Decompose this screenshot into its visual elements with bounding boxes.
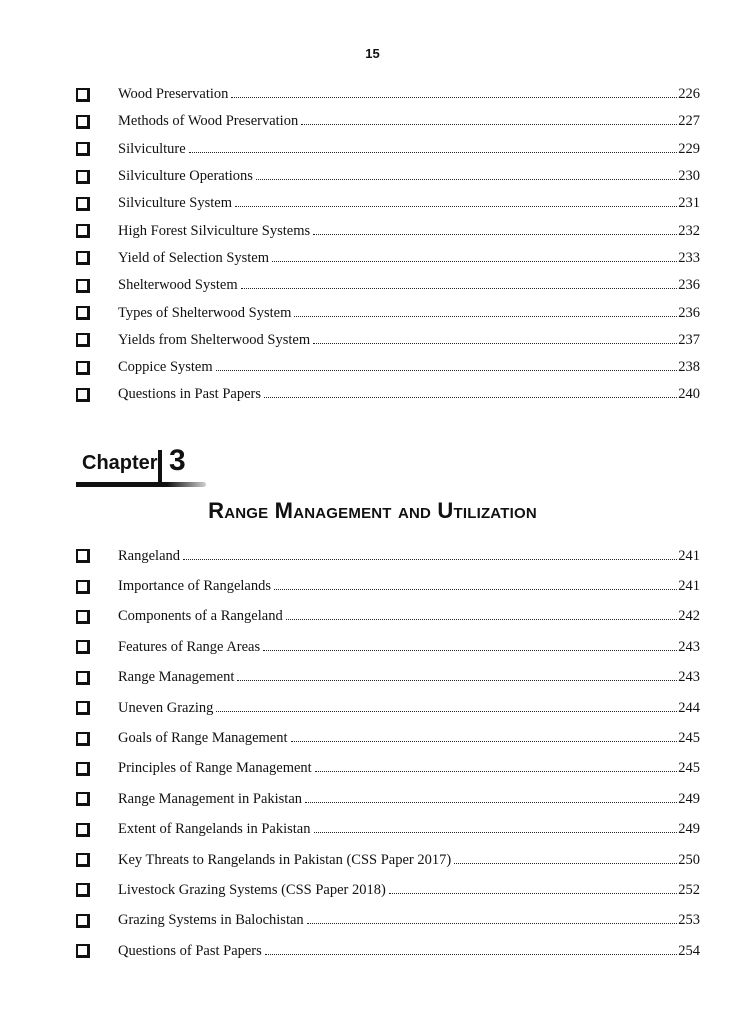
entry-page-number: 240 (678, 386, 700, 403)
entry-page-number: 227 (678, 113, 700, 130)
chapter-heading (76, 446, 196, 490)
page-number: 15 (365, 46, 380, 61)
entry-title: Shelterwood System (118, 277, 238, 294)
toc-entry[interactable] (0, 693, 745, 723)
toc-entry[interactable] (0, 163, 745, 190)
entry-page-number: 233 (678, 249, 700, 266)
chapter-title: Range Management and Utilization (208, 498, 537, 523)
checkbox-square-icon (76, 88, 90, 102)
checkbox-square-icon (76, 580, 90, 594)
dot-leader (235, 206, 677, 207)
entry-page-number: 241 (678, 547, 700, 564)
entry-page-number: 238 (678, 359, 700, 376)
entry-title: Range Management (118, 669, 235, 686)
entry-title: Features of Range Areas (118, 638, 261, 655)
entry-title: Silviculture (118, 140, 186, 157)
entry-page-number: 241 (678, 578, 700, 595)
checkbox-square-icon (76, 115, 90, 129)
dot-leader (216, 711, 677, 712)
toc-entry[interactable] (0, 541, 745, 571)
toc-entry[interactable] (0, 723, 745, 753)
toc-entry[interactable] (0, 190, 745, 217)
dot-leader (264, 397, 677, 398)
entry-page-number: 253 (678, 912, 700, 929)
dot-leader (241, 288, 678, 289)
dot-leader (274, 589, 677, 590)
entry-title: Types of Shelterwood System (118, 304, 292, 321)
checkbox-square-icon (76, 853, 90, 867)
checkbox-square-icon (76, 549, 90, 563)
toc-entry[interactable] (0, 327, 745, 354)
dot-leader (291, 741, 678, 742)
entry-page-number: 237 (678, 331, 700, 348)
checkbox-square-icon (76, 640, 90, 654)
checkbox-square-icon (76, 732, 90, 746)
entry-title: Range Management in Pakistan (118, 790, 303, 807)
entry-title: Methods of Wood Preservation (118, 113, 299, 130)
checkbox-square-icon (76, 279, 90, 293)
checkbox-square-icon (76, 914, 90, 928)
dot-leader (231, 97, 677, 98)
dot-leader (305, 802, 677, 803)
entry-title: Wood Preservation (118, 86, 229, 103)
toc-entry[interactable] (0, 754, 745, 784)
entry-title: Questions in Past Papers (118, 386, 261, 403)
toc-entry[interactable] (0, 632, 745, 662)
entry-page-number: 230 (678, 168, 700, 185)
dot-leader (313, 343, 677, 344)
checkbox-square-icon (76, 701, 90, 715)
chapter-label: Chapter (82, 452, 158, 474)
entry-title: Key Threats to Rangelands in Pakistan (CSS Paper 2017) (118, 851, 452, 868)
toc-entry[interactable] (0, 245, 745, 272)
entry-page-number: 242 (678, 608, 700, 625)
entry-title: Coppice System (118, 359, 213, 376)
checkbox-square-icon (76, 944, 90, 958)
dot-leader (307, 923, 678, 924)
entry-title: Importance of Rangelands (118, 578, 272, 595)
toc-entry[interactable] (0, 571, 745, 601)
entry-page-number: 229 (678, 140, 700, 157)
toc-entry[interactable] (0, 906, 745, 936)
dot-leader (389, 893, 677, 894)
toc-entry[interactable] (0, 875, 745, 905)
chapter-number: 3 (169, 444, 186, 477)
dot-leader (301, 124, 677, 125)
toc-entry[interactable] (0, 784, 745, 814)
entry-page-number: 245 (678, 760, 700, 777)
entry-title: Silviculture System (118, 195, 232, 212)
dot-leader (256, 179, 677, 180)
chapter-divider-bar (158, 450, 162, 484)
entry-title: Livestock Grazing Systems (CSS Paper 2018) (118, 881, 386, 898)
entry-page-number: 243 (678, 669, 700, 686)
toc-entry[interactable] (0, 663, 745, 693)
toc-entry[interactable] (0, 108, 745, 135)
checkbox-square-icon (76, 333, 90, 347)
checkbox-square-icon (76, 388, 90, 402)
checkbox-square-icon (76, 197, 90, 211)
toc-entry[interactable] (0, 845, 745, 875)
toc-entry[interactable] (0, 217, 745, 244)
checkbox-square-icon (76, 671, 90, 685)
dot-leader (314, 832, 678, 833)
toc-entry[interactable] (0, 272, 745, 299)
dot-leader (294, 316, 677, 317)
entry-page-number: 250 (678, 851, 700, 868)
toc-list-chapter (0, 541, 745, 966)
checkbox-square-icon (76, 224, 90, 238)
toc-entry[interactable] (0, 299, 745, 326)
toc-list-continued (0, 81, 745, 409)
checkbox-square-icon (76, 361, 90, 375)
dot-leader (263, 650, 677, 651)
dot-leader (183, 559, 677, 560)
entry-title: Principles of Range Management (118, 760, 312, 777)
entry-title: Silviculture Operations (118, 168, 253, 185)
toc-entry[interactable] (0, 381, 745, 408)
entry-title: Yield of Selection System (118, 249, 270, 266)
checkbox-square-icon (76, 883, 90, 897)
entry-page-number: 231 (678, 195, 700, 212)
toc-entry[interactable] (0, 936, 745, 966)
checkbox-square-icon (76, 142, 90, 156)
checkbox-square-icon (76, 170, 90, 184)
entry-title: Yields from Shelterwood System (118, 331, 311, 348)
entry-title: Extent of Rangelands in Pakistan (118, 821, 311, 838)
toc-entry[interactable] (0, 354, 745, 381)
entry-page-number: 249 (678, 821, 700, 838)
dot-leader (454, 863, 677, 864)
entry-page-number: 232 (678, 222, 700, 239)
toc-entry[interactable] (0, 81, 745, 108)
checkbox-square-icon (76, 823, 90, 837)
dot-leader (237, 680, 677, 681)
dot-leader (265, 954, 677, 955)
checkbox-square-icon (76, 792, 90, 806)
dot-leader (286, 619, 678, 620)
entry-title: Components of a Rangeland (118, 608, 283, 625)
entry-title: Grazing Systems in Balochistan (118, 912, 304, 929)
dot-leader (313, 234, 677, 235)
dot-leader (272, 261, 677, 262)
toc-entry[interactable] (0, 815, 745, 845)
entry-title: Questions of Past Papers (118, 942, 262, 959)
checkbox-square-icon (76, 610, 90, 624)
entry-page-number: 236 (678, 304, 700, 321)
entry-page-number: 252 (678, 881, 700, 898)
chapter-underline (76, 482, 206, 487)
entry-title: High Forest Silviculture Systems (118, 222, 311, 239)
entry-page-number: 254 (678, 942, 700, 959)
checkbox-square-icon (76, 306, 90, 320)
dot-leader (315, 771, 678, 772)
checkbox-square-icon (76, 762, 90, 776)
entry-page-number: 243 (678, 638, 700, 655)
entry-title: Rangeland (118, 547, 181, 564)
checkbox-square-icon (76, 251, 90, 265)
entry-page-number: 249 (678, 790, 700, 807)
entry-page-number: 245 (678, 730, 700, 747)
entry-page-number: 244 (678, 699, 700, 716)
dot-leader (189, 152, 678, 153)
entry-page-number: 236 (678, 277, 700, 294)
entry-title: Uneven Grazing (118, 699, 214, 716)
dot-leader (216, 370, 678, 371)
toc-entry[interactable] (0, 602, 745, 632)
toc-entry[interactable] (0, 136, 745, 163)
entry-title: Goals of Range Management (118, 730, 288, 747)
entry-page-number: 226 (678, 86, 700, 103)
